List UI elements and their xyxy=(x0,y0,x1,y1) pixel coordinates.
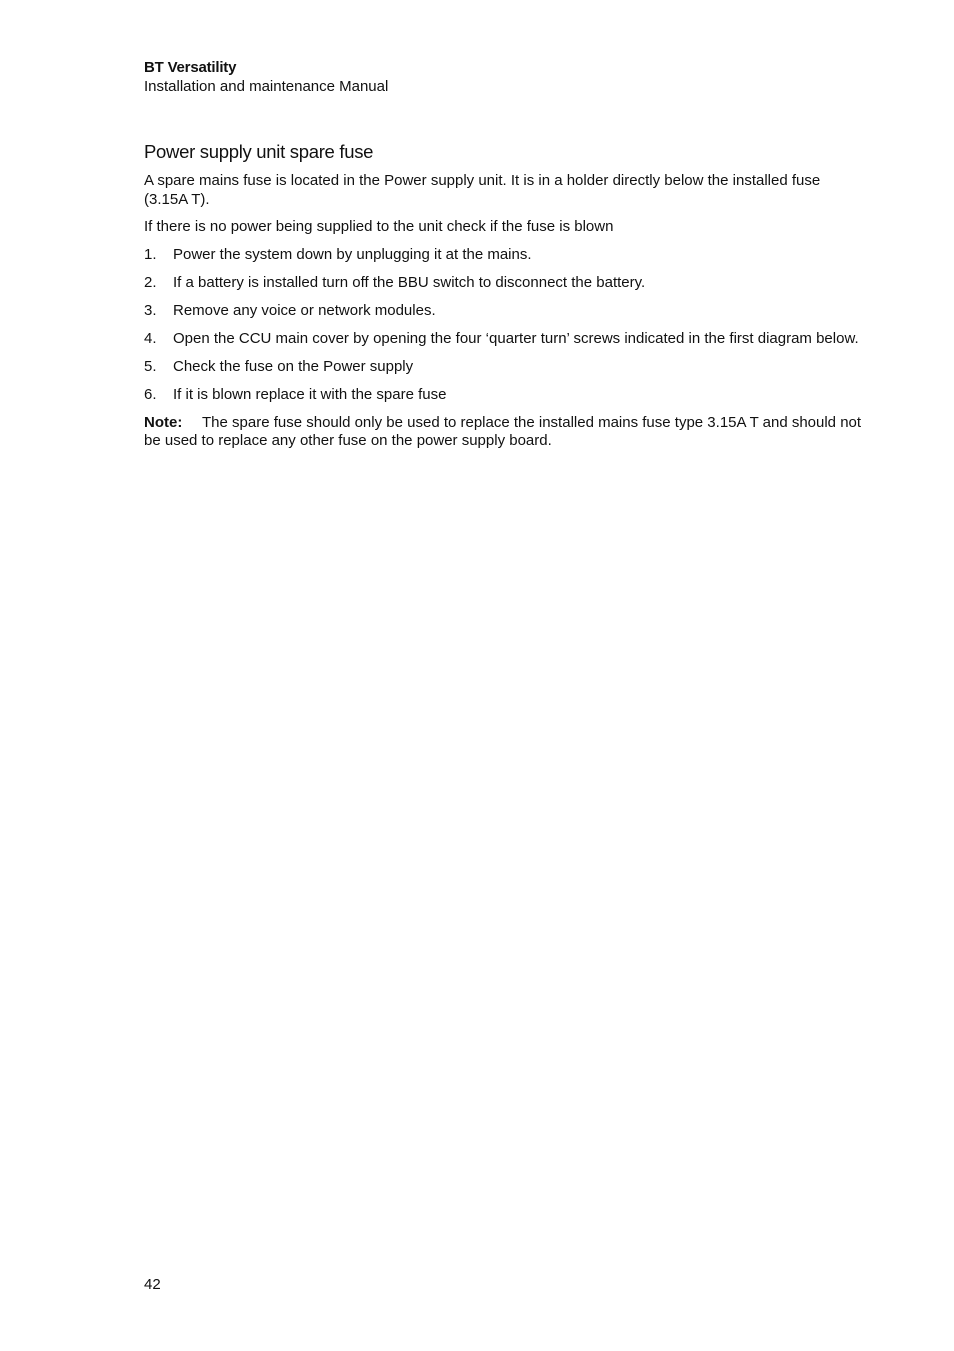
list-item xyxy=(144,274,864,293)
list-item xyxy=(144,330,864,349)
steps-list xyxy=(144,246,864,405)
step-number: 2. xyxy=(144,273,157,291)
condition-paragraph: If there is no power being supplied to the unit check if the fuse is blown xyxy=(144,218,614,235)
note-paragraph xyxy=(144,414,864,451)
page-header xyxy=(144,58,844,96)
list-item xyxy=(144,358,864,377)
step-text: Power the system down by unplugging it at the mains. xyxy=(173,245,532,263)
list-item xyxy=(144,302,864,321)
section-title: Power supply unit spare fuse xyxy=(144,141,374,162)
product-name: BT Versatility xyxy=(144,59,237,76)
step-number: 3. xyxy=(144,301,157,319)
step-number: 5. xyxy=(144,357,157,375)
list-item xyxy=(144,246,864,265)
manual-title: Installation and maintenance Manual xyxy=(144,78,389,95)
step-number: 1. xyxy=(144,245,157,263)
note-text: The spare fuse should only be used to replace the installed mains fuse type 3.15A T and should not be used to replace any other fuse on the power supply board. xyxy=(144,413,862,449)
step-text: Check the fuse on the Power supply xyxy=(173,357,414,375)
step-text: If it is blown replace it with the spare fuse xyxy=(173,385,447,403)
step-number: 6. xyxy=(144,385,157,403)
step-text: If a battery is installed turn off the BBU switch to disconnect the battery. xyxy=(173,273,646,291)
intro-paragraph: A spare mains fuse is located in the Power supply unit. It is in a holder directly below the installed fuse (3.15A T). xyxy=(144,172,821,208)
step-number: 4. xyxy=(144,329,157,347)
note-label: Note: xyxy=(144,413,183,431)
step-text: Open the CCU main cover by opening the four ‘quarter turn’ screws indicated in the first diagram below. xyxy=(173,329,859,347)
main-content xyxy=(144,140,864,451)
step-text: Remove any voice or network modules. xyxy=(173,301,436,319)
page-number: 42 xyxy=(144,1276,161,1293)
list-item xyxy=(144,386,864,405)
